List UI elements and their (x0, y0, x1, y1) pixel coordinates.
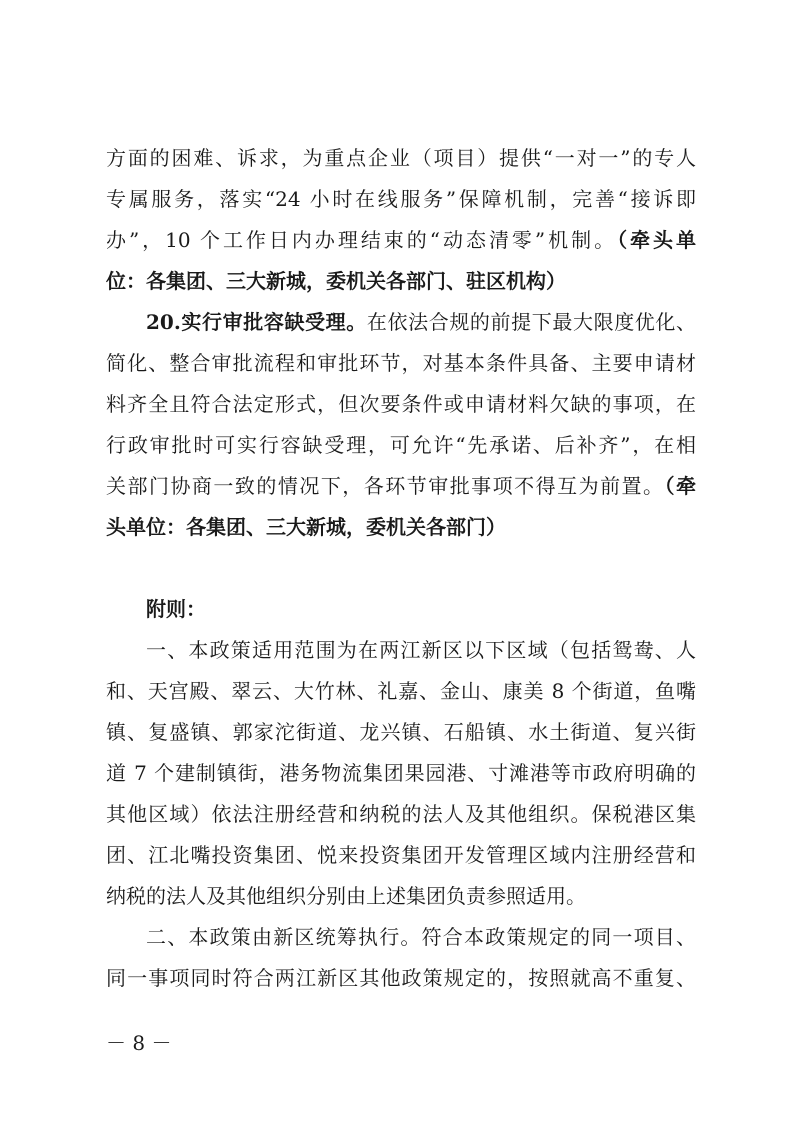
paragraph-line (106, 466, 696, 506)
paragraph-line: 二、本政策由新区统筹执行。符合本政策规定的同一项目、 (146, 925, 696, 949)
paragraph-line: 行政审批时可实行容缺受理，可允许“先承诺、后补齐”，在相 (106, 433, 696, 457)
paragraph-line: 方面的困难、诉求，为重点企业（项目）提供“一对一”的专人 (106, 146, 696, 170)
paragraph-text: 办”，10 个工作日内办理结束的“动态清零”机制。 (106, 228, 618, 252)
lead-unit-line: 头单位：各集团、三大新城，委机关各部门） (106, 515, 506, 539)
lead-unit-label: （牵头单 (617, 228, 697, 252)
paragraph-line (106, 220, 696, 260)
paragraph-line: 同一事项同时符合两江新区其他政策规定的，按照就高不重复、 (106, 966, 696, 990)
page-number: － 8 － (106, 1031, 172, 1055)
paragraph-line: 纳税的法人及其他组织分别由上述集团负责参照适用。 (106, 884, 586, 908)
paragraph-line: 和、天宫殿、翠云、大竹林、礼嘉、金山、康美 8 个街道，鱼嘴 (106, 679, 696, 703)
paragraph-line: 料齐全且符合法定形式，但次要条件或申请材料欠缺的事项，在 (106, 392, 696, 416)
paragraph-line: 道 7 个建制镇街，港务物流集团果园港、寸滩港等市政府明确的 (106, 761, 696, 785)
lead-unit-label: （牵 (664, 474, 697, 498)
paragraph-line: 其他区域）依法注册经营和纳税的法人及其他组织。保税港区集 (106, 802, 696, 826)
paragraph-line: 团、江北嘴投资集团、悦来投资集团开发管理区域内注册经营和 (106, 843, 696, 867)
paragraph-line: 简化、整合审批流程和审批环节，对基本条件具备、主要申请材 (106, 351, 696, 375)
paragraph-line: 一、本政策适用范围为在两江新区以下区域（包括鸳鸯、人 (146, 638, 696, 662)
annex-heading: 附则： (146, 597, 206, 621)
paragraph-line: 镇、复盛镇、郭家沱街道、龙兴镇、石船镇、水土街道、复兴街 (106, 720, 696, 744)
paragraph-line (146, 302, 696, 342)
section-heading: 20.实行审批容缺受理。 (146, 310, 367, 334)
paragraph-text: 关部门协商一致的情况下，各环节审批事项不得互为前置。 (106, 474, 665, 498)
paragraph-text: 在依法合规的前提下最大限度优化、 (366, 310, 697, 334)
lead-unit-line: 位：各集团、三大新城，委机关各部门、驻区机构） (106, 269, 566, 293)
paragraph-line: 专属服务，落实“24 小时在线服务”保障机制，完善“接诉即 (106, 187, 696, 211)
